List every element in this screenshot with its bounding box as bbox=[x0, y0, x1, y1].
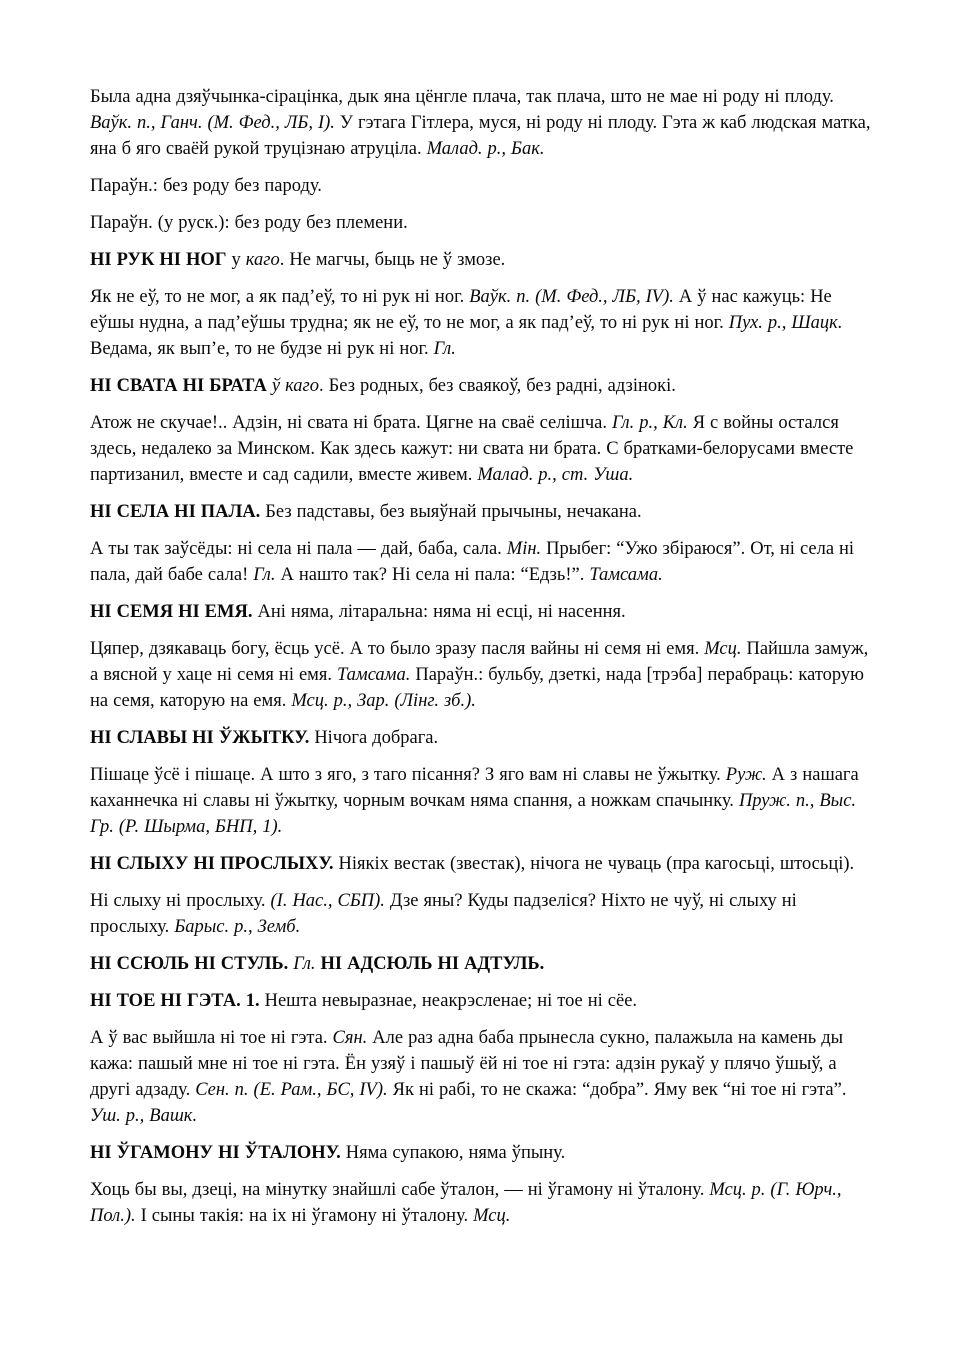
examples-ni-semia-ni-emia bbox=[90, 636, 872, 714]
source-reference-text: (І. Нас., СБП). bbox=[270, 891, 385, 911]
body-text: Параўн. (у руск.): без роду без племени. bbox=[90, 213, 408, 233]
body-text: Была адна дзяўчынка-сірацінка, дык яна цёнгле плача, так плача, што не мае ні роду ні плоду. bbox=[90, 87, 834, 107]
source-reference-text: Мсц. р. (Г. Юрч., Пол.). bbox=[90, 1180, 842, 1226]
note-paraun-belarusian bbox=[90, 173, 872, 199]
source-reference-text: Руж. bbox=[725, 765, 767, 785]
examples-ni-toe-ni-heta bbox=[90, 1025, 872, 1129]
headword-text: НІ СВАТА НІ БРАТА bbox=[90, 376, 267, 396]
source-reference-text: Сен. п. (Е. Рам., БС, IV). bbox=[195, 1080, 388, 1100]
body-text: Але раз адна баба прынесла сукно, палажыла на камень ды кажа: пашый мне ні тое ні гэта. Ён узяў і пашыў ёй ні тое ні гэта: адзін рукаў у плячо ўшыў, а другі адзаду. bbox=[90, 1028, 844, 1100]
body-text: Прыбег: “Ужо збіраюся”. От, ні села ні пала, дай бабе сала! bbox=[90, 539, 855, 585]
entry-ni-slavy-ni-uzhytku bbox=[90, 725, 872, 751]
source-reference-text: Тамсама. bbox=[589, 565, 663, 585]
body-text: Ніякіх вестак (звестак), нічога не чуваць (пра кагосьці, штосьці). bbox=[333, 854, 855, 874]
body-text: . Без родных, без сваякоў, без радні, адзінокі. bbox=[319, 376, 676, 396]
body-text: А ў вас выйшла ні тое ні гэта. bbox=[90, 1028, 333, 1048]
source-reference-text: Мін. bbox=[506, 539, 542, 559]
examples-ni-slykhu-ni-proslykhu bbox=[90, 888, 872, 940]
headword-text: НІ СЛАВЫ НІ ЎЖЫТКУ. bbox=[90, 728, 310, 748]
body-text: . Не магчы, быць не ў змозе. bbox=[279, 250, 506, 270]
headword-text: НІ ТОЕ НІ ГЭТА. 1. bbox=[90, 991, 260, 1011]
source-reference-text: Пух. р., Шацк. bbox=[728, 313, 843, 333]
body-text: Хоць бы вы, дзеці, на мінутку знайшлі сабе ўталон, — ні ўгамону ні ўталону. bbox=[90, 1180, 710, 1200]
body-text: Ні слыху ні прослыху. bbox=[90, 891, 271, 911]
body-text: А ў нас кажуць: Не еўшы нудна, а пад’еўшы трудна; як не еў, то не мог, а як пад’еў, то ні рук ні ног. bbox=[90, 287, 832, 333]
entry-ni-sela-ni-pala bbox=[90, 499, 872, 525]
headword-text: НІ АДСЮЛЬ НІ АДТУЛЬ. bbox=[320, 954, 545, 974]
body-text: Нічога добрага. bbox=[309, 728, 439, 748]
body-text: Ведама, як вып’е, то не будзе ні рук ні ног. bbox=[90, 339, 434, 359]
examples-ni-ruk-ni-noh bbox=[90, 284, 872, 362]
examples-ni-uhamonu-ni-utalonu bbox=[90, 1177, 872, 1229]
source-reference-text: Пруж. п., Выс. Гр. (Р. Шырма, БНП, 1). bbox=[90, 791, 857, 837]
dictionary-entries bbox=[90, 84, 872, 1229]
body-text: Атож не скучае!.. Адзін, ні свата ні брата. Цягне на сваё селішча. bbox=[90, 413, 612, 433]
body-text: Я с войны остался здесь, недалеко за Минском. Как здесь кажут: ни свата ни брата. С братками-белорусами вместе партизанил, вместе и сад садили, вместе живем. bbox=[90, 413, 854, 485]
source-reference-text: Сян. bbox=[332, 1028, 368, 1048]
source-reference-text: Ваўк. п. (М. Фед., ЛБ, IV). bbox=[469, 287, 674, 307]
source-reference-text: Мсц. bbox=[473, 1206, 511, 1226]
body-text: Цяпер, дзякаваць богу, ёсць усё. А то было зразу пасля вайны ні семя ні емя. bbox=[90, 639, 705, 659]
body-text: Дзе яны? Куды падзеліся? Ніхто не чуў, ні слыху ні прослыху. bbox=[90, 891, 797, 937]
body-text: Без падставы, без выяўнай прычыны, нечакана. bbox=[260, 502, 642, 522]
source-reference-text: ў каго bbox=[271, 376, 320, 396]
examples-ni-svata-ni-brata bbox=[90, 410, 872, 488]
body-text: у bbox=[226, 250, 246, 270]
headword-text: НІ ССЮЛЬ НІ СТУЛЬ. bbox=[90, 954, 289, 974]
body-text: Як ні рабі, то не скажа: “добра”. Яму век “ні тое ні гэта”. bbox=[387, 1080, 847, 1100]
body-text: Пішаце ўсё і пішаце. А што з яго, з таго пісання? З яго вам ні славы не ўжытку. bbox=[90, 765, 726, 785]
entry-ni-svata-ni-brata bbox=[90, 373, 872, 399]
source-reference-text: Гл. bbox=[253, 565, 276, 585]
headword-text: НІ СЕМЯ НІ ЕМЯ. bbox=[90, 602, 253, 622]
examples-ni-sela-ni-pala bbox=[90, 536, 872, 588]
body-text: У гэтага Гітлера, муся, ні роду ні плоду. Гэта ж каб людская матка, яна б яго сваёй рукой труцізнаю атруціла. bbox=[90, 113, 871, 159]
headword-text: НІ РУК НІ НОГ bbox=[90, 250, 227, 270]
source-reference-text: Мсц. bbox=[704, 639, 742, 659]
source-reference-text: Малад. р., Бак. bbox=[426, 139, 545, 159]
headword-text: НІ СЕЛА НІ ПАЛА. bbox=[90, 502, 261, 522]
entry-ni-toe-ni-heta bbox=[90, 988, 872, 1014]
body-text: Параўн.: без роду без пароду. bbox=[90, 176, 322, 196]
source-reference-text: Ваўк. п., Ганч. (М. Фед., ЛБ, I). bbox=[90, 113, 335, 133]
examples-ni-slavy-ni-uzhytku bbox=[90, 762, 872, 840]
body-text: Нешта невыразнае, неакрэсленае; ні тое ні сёе. bbox=[259, 991, 638, 1011]
source-reference-text: Уш. р., Вашк. bbox=[90, 1106, 198, 1126]
entry-ni-semia-ni-emia bbox=[90, 599, 872, 625]
body-text: Пайшла замуж, а вясной у хаце ні семя ні емя. bbox=[90, 639, 869, 685]
body-text: А з нашага каханнечка ні славы ні ўжытку, чорным вочкам няма спання, а ножкам спачынку. bbox=[90, 765, 859, 811]
body-text: Як не еў, то не мог, а як пад’еў, то ні рук ні ног. bbox=[90, 287, 470, 307]
entry-ni-ssiul-ni-stul-crossref bbox=[90, 951, 872, 977]
note-paraun-russian bbox=[90, 210, 872, 236]
source-reference-text: Гл. bbox=[433, 339, 456, 359]
body-text: І сыны такія: на іх ні ўгамону ні ўталону. bbox=[135, 1206, 474, 1226]
body-text: А ты так заўсёды: ні села ні пала — дай, баба, сала. bbox=[90, 539, 507, 559]
entry-ni-slykhu-ni-proslykhu bbox=[90, 851, 872, 877]
para-rodu-plodu-examples bbox=[90, 84, 872, 162]
source-reference-text: Мсц. р., Зар. (Лінг. зб.). bbox=[291, 691, 476, 711]
entry-ni-ruk-ni-noh bbox=[90, 247, 872, 273]
body-text: Ані няма, літаральна: няма ні есці, ні насення. bbox=[252, 602, 626, 622]
entry-ni-uhamonu-ni-utalonu bbox=[90, 1140, 872, 1166]
source-reference-text: Гл. р., Кл. bbox=[612, 413, 688, 433]
headword-text: НІ ЎГАМОНУ НІ ЎТАЛОНУ. bbox=[90, 1143, 341, 1163]
source-reference-text: Гл. bbox=[293, 954, 316, 974]
source-reference-text: Малад. р., ст. Уша. bbox=[477, 465, 634, 485]
body-text: Няма супакою, няма ўпыну. bbox=[340, 1143, 566, 1163]
source-reference-text: Барыс. р., Земб. bbox=[174, 917, 301, 937]
body-text: Параўн.: бульбу, дзеткі, нада [трэба] перабраць: каторую на семя, каторую на емя. bbox=[90, 665, 864, 711]
body-text: А нашто так? Ні села ні пала: “Едзь!”. bbox=[275, 565, 590, 585]
source-reference-text: Тамсама. bbox=[337, 665, 411, 685]
headword-text: НІ СЛЫХУ НІ ПРОСЛЫХУ. bbox=[90, 854, 334, 874]
source-reference-text: каго bbox=[245, 250, 280, 270]
